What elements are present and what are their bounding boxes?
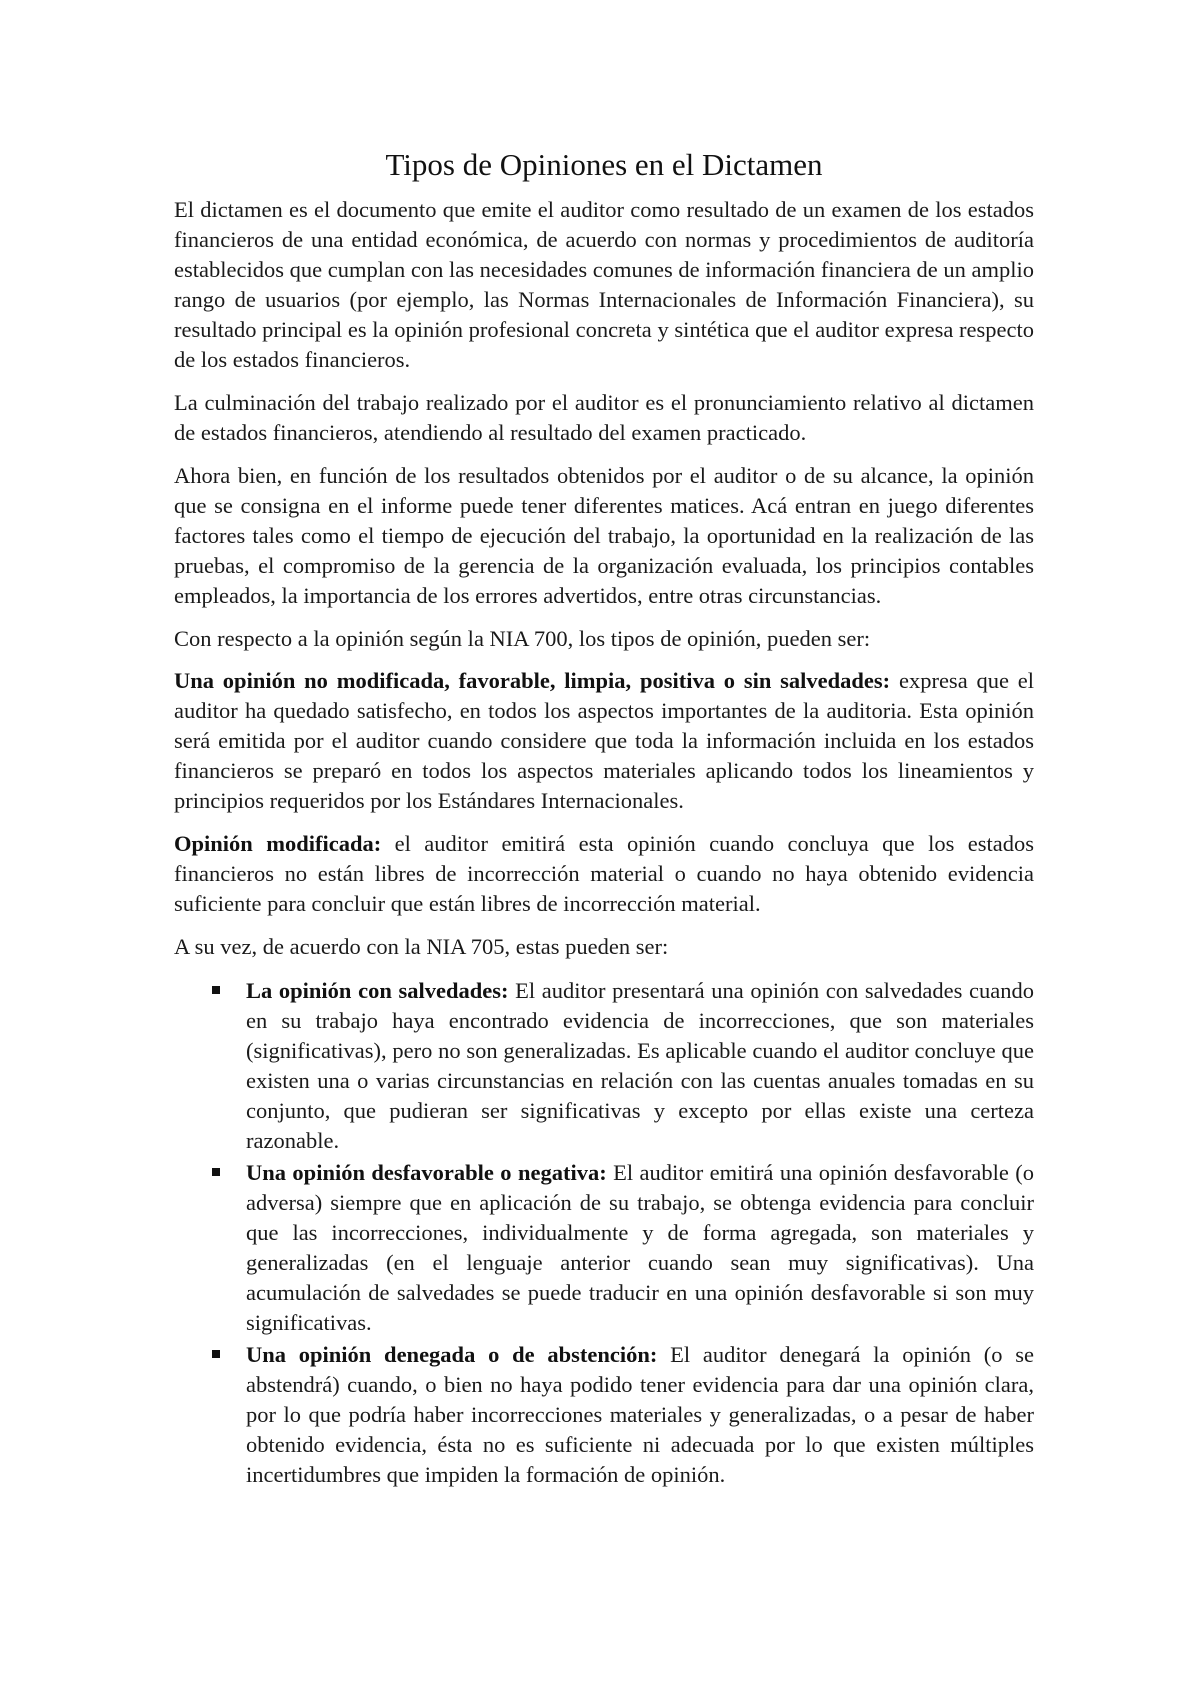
paragraph-nuances: Ahora bien, en función de los resultados obtenidos por el auditor o de su alcance, la opinión que se consigna en el informe puede tener diferentes matices. Acá entran en juego diferentes factores tales como el tiempo de ejecución del trabajo, la oportunidad en la realización de las pruebas, el compromiso de la gerencia de la organización evaluada, los principios contables empleados, la importancia de los errores advertidos, entre otras circunstancias. [174, 463, 1034, 608]
paragraph-nia700-intro: Con respecto a la opinión según la NIA 700, los tipos de opinión, pueden ser: [174, 626, 871, 651]
text-adverse-opinion: El auditor emitirá una opinión desfavorable (o adversa) siempre que en aplicación de su trabajo, se obtenga evidencia para concluir que las incorrecciones, individualmente y de forma agregada, son materiales y generalizadas (en el lenguaje anterior cuando sean muy significativas). Una acumulación de salvedades se puede traducir en una opinión desfavorable si son muy significativas. [246, 1160, 1034, 1335]
paragraph-nia705-intro: A su vez, de acuerdo con la NIA 705, estas pueden ser: [174, 934, 669, 959]
document-title: Tipos de Opiniones en el Dictamen [385, 147, 823, 182]
text-unmodified-opinion: expresa que el auditor ha quedado satisfecho, en todos los aspectos importantes de la auditoria. Esta opinión será emitida por el auditor cuando considere que toda la información incluida en los estados financieros se preparó en todos los aspectos materiales aplicando todos los lineamientos y principios requeridos por los Estándares Internacionales. [174, 668, 1034, 813]
term-disclaimer-opinion: Una opinión denegada o de abstención: [246, 1342, 658, 1367]
list-item-qualified-opinion [174, 976, 1034, 1156]
text-disclaimer-opinion: El auditor denegará la opinión (o se abstendrá) cuando, o bien no haya podido tener evidencia para dar una opinión clara, por lo que podría haber incorrecciones materiales y generalizadas, o a pesar de haber obtenido evidencia, ésta no es suficiente ni adecuada por lo que existen múltiples incertidumbres que impiden la formación de opinión. [246, 1342, 1034, 1487]
paragraph-definition: El dictamen es el documento que emite el auditor como resultado de un examen de los estados financieros de una entidad económica, de acuerdo con normas y procedimientos de auditoría establecidos que cumplan con las necesidades comunes de información financiera de un amplio rango de usuarios (por ejemplo, las Normas Internacionales de Información Financiera), su resultado principal es la opinión profesional concreta y sintética que el auditor expresa respecto de los estados financieros. [174, 197, 1034, 372]
paragraph-culmination: La culminación del trabajo realizado por el auditor es el pronunciamiento relativo al dictamen de estados financieros, atendiendo al resultado del examen practicado. [174, 390, 1034, 445]
paragraph-modified-opinion [174, 829, 1034, 919]
document-body [174, 143, 1034, 1492]
list-item-disclaimer-opinion [174, 1340, 1034, 1490]
square-bullet-icon [212, 986, 220, 994]
term-adverse-opinion: Una opinión desfavorable o negativa: [246, 1160, 607, 1185]
square-bullet-icon [212, 1168, 220, 1176]
text-modified-opinion: el auditor emitirá esta opinión cuando concluya que los estados financieros no están libres de incorrección material o cuando no haya obtenido evidencia suficiente para concluir que están libres de incorrección material. [174, 831, 1034, 916]
square-bullet-icon [212, 1350, 220, 1358]
paragraph-unmodified-opinion [174, 666, 1034, 816]
term-modified-opinion: Opinión modificada: [174, 831, 382, 856]
text-qualified-opinion: El auditor presentará una opinión con salvedades cuando en su trabajo haya encontrado evidencia de incorrecciones, que son materiales (significativas), pero no son generalizadas. Es aplicable cuando el auditor concluye que existen una o varias circunstancias en relación con las cuentas anuales tomadas en su conjunto, que pudieran ser significativas y excepto por ellas existe una certeza razonable. [246, 978, 1034, 1153]
list-item-adverse-opinion [174, 1158, 1034, 1338]
term-unmodified-opinion: Una opinión no modificada, favorable, limpia, positiva o sin salvedades: [174, 668, 891, 693]
term-qualified-opinion: La opinión con salvedades: [246, 978, 509, 1003]
opinion-types-list [174, 976, 1034, 1490]
